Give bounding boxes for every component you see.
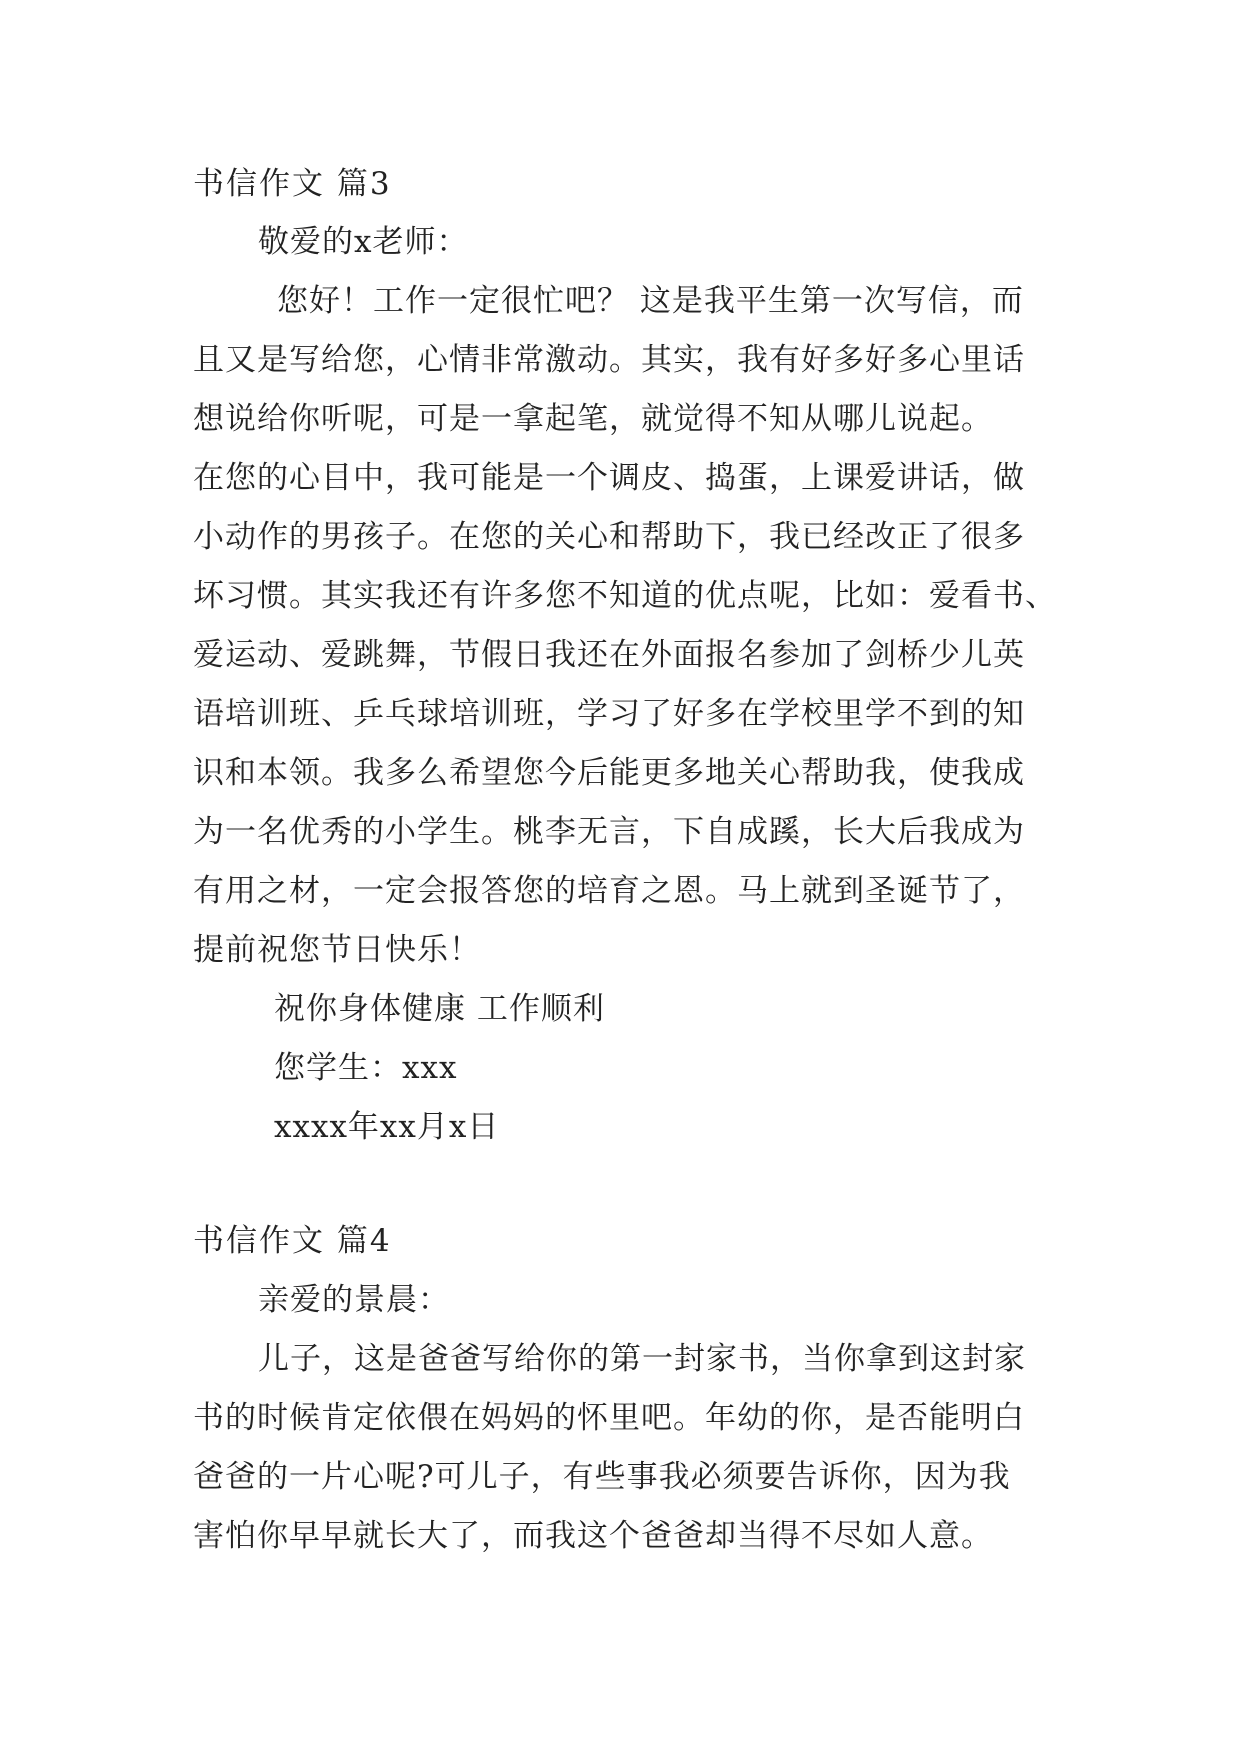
section-3-body-line: 有用之材，一定会报答您的培育之恩。马上就到圣诞节了，: [193, 873, 1025, 909]
section-3-salutation: 敬爱的x老师：: [258, 224, 469, 260]
section-3-closing: 祝你身体健康 工作顺利: [274, 991, 605, 1027]
section-3-body-line: 坏习惯。其实我还有许多您不知道的优点呢，比如：爱看书、: [193, 578, 1057, 614]
section-4-body-line: 爸爸的一片心呢?可儿子，有些事我必须要告诉你，因为我: [193, 1459, 1011, 1495]
section-3-body-line: 识和本领。我多么希望您今后能更多地关心帮助我，使我成: [193, 755, 1025, 791]
section-3-body-line: 小动作的男孩子。在您的关心和帮助下，我已经改正了很多: [193, 519, 1025, 555]
section-4-salutation: 亲爱的景晨：: [258, 1282, 450, 1318]
section-3-body-line: 您好！工作一定很忙吧？ 这是我平生第一次写信，而: [277, 283, 1024, 319]
section-4-body-line: 儿子，这是爸爸写给你的第一封家书，当你拿到这封家: [258, 1341, 1026, 1377]
section-3-body-line: 且又是写给您，心情非常激动。其实，我有好多好多心里话: [193, 342, 1025, 378]
section-3-date: xxxx年xx月x日: [274, 1109, 500, 1145]
section-4-body-line: 书的时候肯定依偎在妈妈的怀里吧。年幼的你，是否能明白: [193, 1400, 1025, 1436]
section-3-title: 书信作文 篇3: [193, 166, 392, 202]
section-4-body-line: 害怕你早早就长大了，而我这个爸爸却当得不尽如人意。: [193, 1518, 993, 1554]
section-3-body-line: 爱运动、爱跳舞，节假日我还在外面报名参加了剑桥少儿英: [193, 637, 1025, 673]
section-3-signature: 您学生：xxx: [274, 1050, 458, 1086]
section-4-title: 书信作文 篇4: [193, 1223, 392, 1259]
section-3-body-line: 在您的心目中，我可能是一个调皮、捣蛋，上课爱讲话，做: [193, 460, 1025, 496]
section-3-body-line: 提前祝您节日快乐！: [193, 932, 481, 968]
section-3-body-line: 想说给你听呢，可是一拿起笔，就觉得不知从哪儿说起。: [193, 401, 993, 437]
section-3-body-line: 语培训班、乒乓球培训班，学习了好多在学校里学不到的知: [193, 696, 1025, 732]
section-3-body-line: 为一名优秀的小学生。桃李无言，下自成蹊，长大后我成为: [193, 814, 1025, 850]
